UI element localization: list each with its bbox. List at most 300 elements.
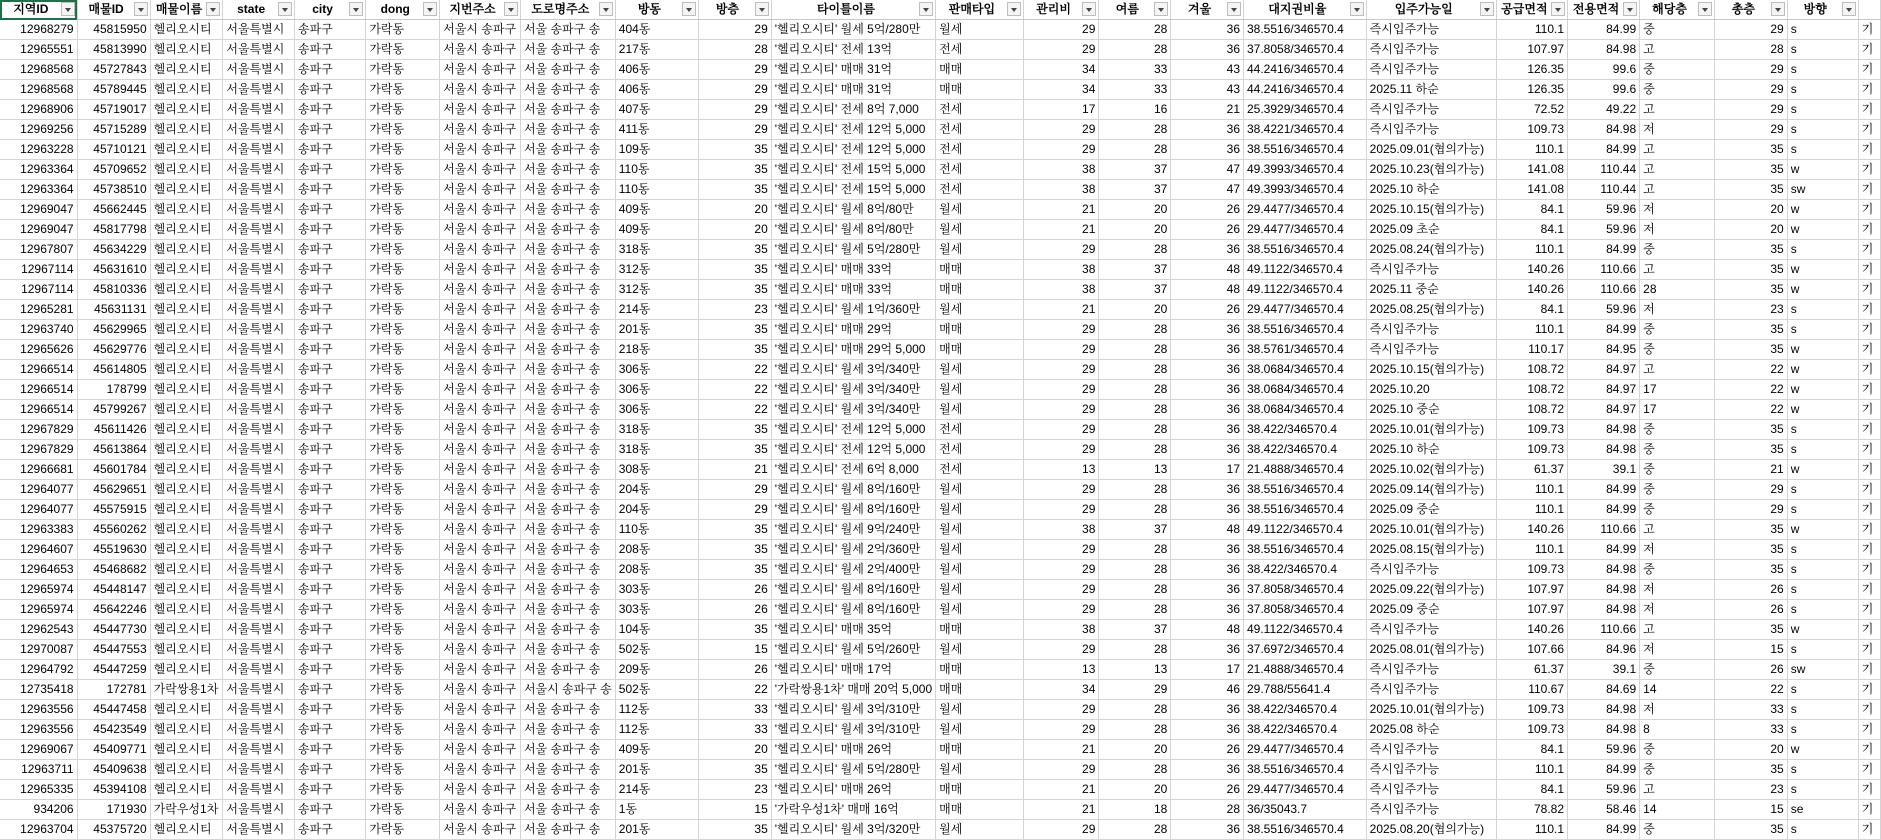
- cell-winter[interactable]: 46: [1171, 680, 1244, 700]
- cell-sale-type[interactable]: 전세: [936, 120, 1024, 140]
- cell-sale-type[interactable]: 월세: [936, 480, 1024, 500]
- cell-winter[interactable]: 36: [1171, 640, 1244, 660]
- cell-direction[interactable]: s: [1787, 500, 1858, 520]
- filter-dropdown-icon[interactable]: [349, 2, 363, 16]
- cell-listing-name[interactable]: 헬리오시티: [150, 340, 223, 360]
- cell-listing-name[interactable]: 헬리오시티: [150, 580, 223, 600]
- cell-region-id[interactable]: 12964077: [0, 500, 77, 520]
- cell-move-in[interactable]: 2025.11 하순: [1366, 80, 1496, 100]
- cell-winter[interactable]: 17: [1171, 660, 1244, 680]
- cell-direction[interactable]: sw: [1787, 660, 1858, 680]
- cell-jibun-addr[interactable]: 서울시 송파구: [440, 80, 521, 100]
- cell-floor-cnt[interactable]: 22: [699, 380, 772, 400]
- cell-city[interactable]: 송파구: [294, 20, 365, 40]
- cell-mgmt[interactable]: 29: [1023, 500, 1099, 520]
- cell-jibun-addr[interactable]: 서울시 송파구: [440, 780, 521, 800]
- cell-summer[interactable]: 28: [1099, 380, 1171, 400]
- cell-dong[interactable]: 가락동: [366, 780, 440, 800]
- cell-exclusive-area[interactable]: 84.98: [1568, 120, 1640, 140]
- cell-listing-name[interactable]: 헬리오시티: [150, 400, 223, 420]
- cell-sale-type[interactable]: 매매: [936, 660, 1024, 680]
- cell-listing-id[interactable]: 45662445: [77, 200, 150, 220]
- cell-region-id[interactable]: 12963556: [0, 700, 77, 720]
- cell-listing-id[interactable]: 45614805: [77, 360, 150, 380]
- cell-mgmt[interactable]: 34: [1023, 60, 1099, 80]
- cell-winter[interactable]: 36: [1171, 440, 1244, 460]
- cell-building[interactable]: 404동: [615, 20, 698, 40]
- cell-building[interactable]: 308동: [615, 460, 698, 480]
- cell-title[interactable]: '헬리오시티' 월세 5억/280만: [771, 240, 935, 260]
- cell-total-floor[interactable]: 35: [1715, 560, 1788, 580]
- cell-floor[interactable]: 고: [1640, 180, 1715, 200]
- cell-region-id[interactable]: 12963228: [0, 140, 77, 160]
- cell-region-id[interactable]: 12966514: [0, 380, 77, 400]
- cell-exclusive-area[interactable]: 49.22: [1568, 100, 1640, 120]
- cell-road-addr[interactable]: 서울 송파구 송: [520, 300, 615, 320]
- cell-summer[interactable]: 28: [1099, 640, 1171, 660]
- cell-listing-id[interactable]: 45709652: [77, 160, 150, 180]
- cell-total-floor[interactable]: 22: [1715, 380, 1788, 400]
- column-header-dong[interactable]: [366, 0, 440, 20]
- cell-move-in[interactable]: 2025.11 중순: [1366, 280, 1496, 300]
- cell-direction[interactable]: w: [1787, 200, 1858, 220]
- cell-listing-name[interactable]: 헬리오시티: [150, 60, 223, 80]
- cell-summer[interactable]: 28: [1099, 760, 1171, 780]
- cell-direction[interactable]: s: [1787, 320, 1858, 340]
- cell-floor-cnt[interactable]: 35: [699, 240, 772, 260]
- cell-supply-area[interactable]: 140.26: [1496, 280, 1567, 300]
- cell-listing-id[interactable]: 45447458: [77, 700, 150, 720]
- cell-floor[interactable]: 저: [1640, 580, 1715, 600]
- cell-total-floor[interactable]: 35: [1715, 540, 1788, 560]
- cell-summer[interactable]: 33: [1099, 80, 1171, 100]
- cell-mgmt[interactable]: 21: [1023, 780, 1099, 800]
- cell-move-in[interactable]: 즉시입주가능: [1366, 120, 1496, 140]
- cell-listing-id[interactable]: 45815950: [77, 20, 150, 40]
- cell-road-addr[interactable]: 서울 송파구 송: [520, 340, 615, 360]
- cell-listing-id[interactable]: 45575915: [77, 500, 150, 520]
- cell-supply-area[interactable]: 110.1: [1496, 240, 1567, 260]
- cell-exclusive-area[interactable]: 84.98: [1568, 700, 1640, 720]
- cell-mgmt[interactable]: 21: [1023, 800, 1099, 820]
- cell-state[interactable]: 서울특별시: [223, 20, 295, 40]
- cell-state[interactable]: 서울특별시: [223, 80, 295, 100]
- cell-listing-id[interactable]: 45375720: [77, 820, 150, 840]
- cell-extra[interactable]: 기: [1858, 480, 1880, 500]
- cell-city[interactable]: 송파구: [294, 360, 365, 380]
- cell-listing-name[interactable]: 헬리오시티: [150, 540, 223, 560]
- cell-land-ratio[interactable]: 49.1122/346570.4: [1244, 280, 1367, 300]
- cell-building[interactable]: 409동: [615, 200, 698, 220]
- cell-jibun-addr[interactable]: 서울시 송파구: [440, 380, 521, 400]
- cell-building[interactable]: 209동: [615, 660, 698, 680]
- cell-mgmt[interactable]: 29: [1023, 40, 1099, 60]
- cell-road-addr[interactable]: 서울 송파구 송: [520, 480, 615, 500]
- cell-region-id[interactable]: 12965626: [0, 340, 77, 360]
- cell-listing-name[interactable]: 헬리오시티: [150, 260, 223, 280]
- cell-extra[interactable]: 기: [1858, 800, 1880, 820]
- cell-sale-type[interactable]: 월세: [936, 200, 1024, 220]
- cell-state[interactable]: 서울특별시: [223, 520, 295, 540]
- cell-listing-id[interactable]: 45409638: [77, 760, 150, 780]
- cell-extra[interactable]: 기: [1858, 460, 1880, 480]
- cell-total-floor[interactable]: 29: [1715, 60, 1788, 80]
- cell-listing-name[interactable]: 헬리오시티: [150, 460, 223, 480]
- cell-state[interactable]: 서울특별시: [223, 440, 295, 460]
- cell-move-in[interactable]: 2025.08.24(협의가능): [1366, 240, 1496, 260]
- cell-winter[interactable]: 36: [1171, 360, 1244, 380]
- cell-region-id[interactable]: 12964607: [0, 540, 77, 560]
- cell-floor[interactable]: 고: [1640, 160, 1715, 180]
- cell-city[interactable]: 송파구: [294, 500, 365, 520]
- cell-mgmt[interactable]: 29: [1023, 540, 1099, 560]
- cell-floor[interactable]: 중: [1640, 460, 1715, 480]
- cell-jibun-addr[interactable]: 서울시 송파구: [440, 180, 521, 200]
- cell-floor[interactable]: 중: [1640, 320, 1715, 340]
- cell-summer[interactable]: 33: [1099, 60, 1171, 80]
- cell-jibun-addr[interactable]: 서울시 송파구: [440, 260, 521, 280]
- cell-mgmt[interactable]: 29: [1023, 240, 1099, 260]
- cell-summer[interactable]: 13: [1099, 660, 1171, 680]
- cell-total-floor[interactable]: 21: [1715, 460, 1788, 480]
- cell-total-floor[interactable]: 35: [1715, 340, 1788, 360]
- cell-state[interactable]: 서울특별시: [223, 660, 295, 680]
- cell-jibun-addr[interactable]: 서울시 송파구: [440, 500, 521, 520]
- cell-title[interactable]: '헬리오시티' 월세 3억/340만: [771, 380, 935, 400]
- cell-exclusive-area[interactable]: 84.98: [1568, 440, 1640, 460]
- cell-supply-area[interactable]: 141.08: [1496, 160, 1567, 180]
- cell-title[interactable]: '헬리오시티' 전세 15억 5,000: [771, 160, 935, 180]
- cell-listing-name[interactable]: 헬리오시티: [150, 80, 223, 100]
- cell-move-in[interactable]: 2025.09.01(협의가능): [1366, 140, 1496, 160]
- cell-direction[interactable]: w: [1787, 380, 1858, 400]
- cell-floor[interactable]: 저: [1640, 540, 1715, 560]
- cell-listing-id[interactable]: 45468682: [77, 560, 150, 580]
- cell-listing-name[interactable]: 헬리오시티: [150, 140, 223, 160]
- cell-jibun-addr[interactable]: 서울시 송파구: [440, 640, 521, 660]
- cell-exclusive-area[interactable]: 84.98: [1568, 420, 1640, 440]
- cell-listing-id[interactable]: 45799267: [77, 400, 150, 420]
- cell-listing-name[interactable]: 헬리오시티: [150, 280, 223, 300]
- cell-direction[interactable]: s: [1787, 40, 1858, 60]
- cell-title[interactable]: '헬리오시티' 매매 33억: [771, 260, 935, 280]
- cell-dong[interactable]: 가락동: [366, 580, 440, 600]
- cell-jibun-addr[interactable]: 서울시 송파구: [440, 440, 521, 460]
- column-header-mgmt[interactable]: [1023, 0, 1099, 20]
- cell-listing-id[interactable]: 45611426: [77, 420, 150, 440]
- cell-jibun-addr[interactable]: 서울시 송파구: [440, 460, 521, 480]
- cell-exclusive-area[interactable]: 99.6: [1568, 60, 1640, 80]
- cell-sale-type[interactable]: 매매: [936, 780, 1024, 800]
- cell-summer[interactable]: 28: [1099, 560, 1171, 580]
- cell-summer[interactable]: 28: [1099, 240, 1171, 260]
- cell-title[interactable]: '헬리오시티' 월세 2억/360만: [771, 540, 935, 560]
- cell-total-floor[interactable]: 35: [1715, 760, 1788, 780]
- cell-winter[interactable]: 36: [1171, 760, 1244, 780]
- cell-direction[interactable]: w: [1787, 740, 1858, 760]
- cell-state[interactable]: 서울특별시: [223, 580, 295, 600]
- cell-listing-id[interactable]: 45727843: [77, 60, 150, 80]
- cell-dong[interactable]: 가락동: [366, 60, 440, 80]
- cell-listing-id[interactable]: 45423549: [77, 720, 150, 740]
- cell-supply-area[interactable]: 110.17: [1496, 340, 1567, 360]
- cell-extra[interactable]: 기: [1858, 200, 1880, 220]
- cell-state[interactable]: 서울특별시: [223, 820, 295, 840]
- cell-building[interactable]: 409동: [615, 220, 698, 240]
- cell-floor-cnt[interactable]: 28: [699, 40, 772, 60]
- cell-title[interactable]: '헬리오시티' 매매 29억: [771, 320, 935, 340]
- cell-move-in[interactable]: 2025.10.23(협의가능): [1366, 160, 1496, 180]
- cell-building[interactable]: 214동: [615, 300, 698, 320]
- cell-jibun-addr[interactable]: 서울시 송파구: [440, 580, 521, 600]
- cell-road-addr[interactable]: 서울 송파구 송: [520, 360, 615, 380]
- cell-floor[interactable]: 저: [1640, 600, 1715, 620]
- cell-jibun-addr[interactable]: 서울시 송파구: [440, 520, 521, 540]
- cell-direction[interactable]: s: [1787, 540, 1858, 560]
- cell-supply-area[interactable]: 110.1: [1496, 480, 1567, 500]
- cell-city[interactable]: 송파구: [294, 640, 365, 660]
- cell-supply-area[interactable]: 126.35: [1496, 60, 1567, 80]
- cell-total-floor[interactable]: 20: [1715, 740, 1788, 760]
- cell-building[interactable]: 306동: [615, 380, 698, 400]
- cell-winter[interactable]: 36: [1171, 540, 1244, 560]
- cell-road-addr[interactable]: 서울 송파구 송: [520, 100, 615, 120]
- cell-total-floor[interactable]: 35: [1715, 260, 1788, 280]
- cell-direction[interactable]: s: [1787, 100, 1858, 120]
- cell-exclusive-area[interactable]: 84.97: [1568, 380, 1640, 400]
- cell-jibun-addr[interactable]: 서울시 송파구: [440, 400, 521, 420]
- cell-total-floor[interactable]: 26: [1715, 660, 1788, 680]
- cell-supply-area[interactable]: 107.97: [1496, 40, 1567, 60]
- cell-dong[interactable]: 가락동: [366, 120, 440, 140]
- cell-floor[interactable]: 저: [1640, 700, 1715, 720]
- cell-road-addr[interactable]: 서울 송파구 송: [520, 800, 615, 820]
- cell-dong[interactable]: 가락동: [366, 480, 440, 500]
- cell-total-floor[interactable]: 22: [1715, 680, 1788, 700]
- cell-extra[interactable]: 기: [1858, 260, 1880, 280]
- cell-winter[interactable]: 36: [1171, 240, 1244, 260]
- cell-move-in[interactable]: 2025.10.20: [1366, 380, 1496, 400]
- cell-summer[interactable]: 37: [1099, 620, 1171, 640]
- cell-extra[interactable]: 기: [1858, 300, 1880, 320]
- cell-region-id[interactable]: 12963740: [0, 320, 77, 340]
- cell-direction[interactable]: s: [1787, 640, 1858, 660]
- cell-direction[interactable]: w: [1787, 160, 1858, 180]
- cell-mgmt[interactable]: 29: [1023, 820, 1099, 840]
- cell-building[interactable]: 312동: [615, 260, 698, 280]
- cell-exclusive-area[interactable]: 84.99: [1568, 820, 1640, 840]
- cell-winter[interactable]: 36: [1171, 820, 1244, 840]
- cell-floor[interactable]: 중: [1640, 500, 1715, 520]
- cell-listing-name[interactable]: 가락우성1차: [150, 800, 223, 820]
- cell-city[interactable]: 송파구: [294, 800, 365, 820]
- cell-building[interactable]: 306동: [615, 400, 698, 420]
- cell-land-ratio[interactable]: 49.1122/346570.4: [1244, 260, 1367, 280]
- cell-floor[interactable]: 중: [1640, 20, 1715, 40]
- cell-state[interactable]: 서울특별시: [223, 640, 295, 660]
- cell-supply-area[interactable]: 108.72: [1496, 400, 1567, 420]
- cell-extra[interactable]: 기: [1858, 60, 1880, 80]
- cell-jibun-addr[interactable]: 서울시 송파구: [440, 820, 521, 840]
- cell-dong[interactable]: 가락동: [366, 300, 440, 320]
- cell-dong[interactable]: 가락동: [366, 260, 440, 280]
- filter-dropdown-icon[interactable]: [1771, 2, 1785, 16]
- cell-sale-type[interactable]: 월세: [936, 700, 1024, 720]
- cell-total-floor[interactable]: 29: [1715, 100, 1788, 120]
- cell-sale-type[interactable]: 전세: [936, 180, 1024, 200]
- column-header-summer[interactable]: [1099, 0, 1171, 20]
- cell-summer[interactable]: 28: [1099, 500, 1171, 520]
- cell-title[interactable]: '헬리오시티' 월세 8억/160만: [771, 500, 935, 520]
- cell-listing-name[interactable]: 헬리오시티: [150, 20, 223, 40]
- cell-building[interactable]: 104동: [615, 620, 698, 640]
- cell-extra[interactable]: 기: [1858, 520, 1880, 540]
- cell-title[interactable]: '가락쌍용1차' 매매 20억 5,000: [771, 680, 935, 700]
- cell-extra[interactable]: 기: [1858, 120, 1880, 140]
- cell-move-in[interactable]: 즉시입주가능: [1366, 100, 1496, 120]
- cell-total-floor[interactable]: 29: [1715, 480, 1788, 500]
- column-header-state[interactable]: [223, 0, 295, 20]
- cell-floor[interactable]: 중: [1640, 340, 1715, 360]
- cell-floor[interactable]: 고: [1640, 140, 1715, 160]
- cell-state[interactable]: 서울특별시: [223, 200, 295, 220]
- cell-winter[interactable]: 36: [1171, 40, 1244, 60]
- cell-region-id[interactable]: 12966514: [0, 400, 77, 420]
- cell-supply-area[interactable]: 141.08: [1496, 180, 1567, 200]
- cell-region-id[interactable]: 12735418: [0, 680, 77, 700]
- cell-summer[interactable]: 37: [1099, 520, 1171, 540]
- cell-listing-name[interactable]: 헬리오시티: [150, 40, 223, 60]
- cell-supply-area[interactable]: 84.1: [1496, 220, 1567, 240]
- cell-road-addr[interactable]: 서울 송파구 송: [520, 240, 615, 260]
- filter-dropdown-icon[interactable]: [755, 2, 769, 16]
- cell-listing-id[interactable]: 45629776: [77, 340, 150, 360]
- cell-state[interactable]: 서울특별시: [223, 60, 295, 80]
- cell-summer[interactable]: 37: [1099, 260, 1171, 280]
- cell-direction[interactable]: s: [1787, 760, 1858, 780]
- cell-land-ratio[interactable]: 21.4888/346570.4: [1244, 660, 1367, 680]
- cell-summer[interactable]: 37: [1099, 180, 1171, 200]
- cell-mgmt[interactable]: 29: [1023, 400, 1099, 420]
- cell-floor-cnt[interactable]: 20: [699, 740, 772, 760]
- cell-listing-id[interactable]: 45519630: [77, 540, 150, 560]
- cell-listing-name[interactable]: 헬리오시티: [150, 480, 223, 500]
- cell-supply-area[interactable]: 140.26: [1496, 620, 1567, 640]
- cell-jibun-addr[interactable]: 서울시 송파구: [440, 240, 521, 260]
- cell-supply-area[interactable]: 84.1: [1496, 780, 1567, 800]
- cell-summer[interactable]: 28: [1099, 700, 1171, 720]
- cell-land-ratio[interactable]: 38.422/346570.4: [1244, 560, 1367, 580]
- cell-direction[interactable]: s: [1787, 240, 1858, 260]
- cell-total-floor[interactable]: 22: [1715, 400, 1788, 420]
- cell-city[interactable]: 송파구: [294, 680, 365, 700]
- cell-region-id[interactable]: 12965974: [0, 580, 77, 600]
- cell-exclusive-area[interactable]: 84.99: [1568, 480, 1640, 500]
- filter-dropdown-icon[interactable]: [278, 2, 292, 16]
- cell-winter[interactable]: 36: [1171, 400, 1244, 420]
- cell-city[interactable]: 송파구: [294, 480, 365, 500]
- cell-move-in[interactable]: 즉시입주가능: [1366, 260, 1496, 280]
- cell-land-ratio[interactable]: 44.2416/346570.4: [1244, 80, 1367, 100]
- cell-listing-name[interactable]: 헬리오시티: [150, 420, 223, 440]
- cell-extra[interactable]: 기: [1858, 600, 1880, 620]
- cell-floor-cnt[interactable]: 29: [699, 480, 772, 500]
- cell-sale-type[interactable]: 전세: [936, 460, 1024, 480]
- cell-listing-name[interactable]: 헬리오시티: [150, 320, 223, 340]
- column-header-direction[interactable]: [1787, 0, 1858, 20]
- cell-listing-name[interactable]: 헬리오시티: [150, 240, 223, 260]
- cell-title[interactable]: '헬리오시티' 전세 12억 5,000: [771, 420, 935, 440]
- cell-jibun-addr[interactable]: 서울시 송파구: [440, 120, 521, 140]
- cell-listing-id[interactable]: 45629651: [77, 480, 150, 500]
- cell-city[interactable]: 송파구: [294, 200, 365, 220]
- cell-land-ratio[interactable]: 38.422/346570.4: [1244, 700, 1367, 720]
- cell-winter[interactable]: 26: [1171, 200, 1244, 220]
- cell-jibun-addr[interactable]: 서울시 송파구: [440, 60, 521, 80]
- cell-mgmt[interactable]: 29: [1023, 440, 1099, 460]
- cell-sale-type[interactable]: 전세: [936, 420, 1024, 440]
- cell-listing-id[interactable]: 45810336: [77, 280, 150, 300]
- cell-jibun-addr[interactable]: 서울시 송파구: [440, 40, 521, 60]
- cell-direction[interactable]: s: [1787, 440, 1858, 460]
- cell-mgmt[interactable]: 29: [1023, 700, 1099, 720]
- cell-title[interactable]: '헬리오시티' 매매 17억: [771, 660, 935, 680]
- cell-mgmt[interactable]: 29: [1023, 120, 1099, 140]
- filter-dropdown-icon[interactable]: [1551, 2, 1565, 16]
- cell-jibun-addr[interactable]: 서울시 송파구: [440, 540, 521, 560]
- cell-summer[interactable]: 28: [1099, 320, 1171, 340]
- cell-mgmt[interactable]: 13: [1023, 660, 1099, 680]
- cell-floor-cnt[interactable]: 35: [699, 340, 772, 360]
- cell-floor-cnt[interactable]: 26: [699, 600, 772, 620]
- cell-floor-cnt[interactable]: 22: [699, 680, 772, 700]
- cell-title[interactable]: '헬리오시티' 매매 35억: [771, 620, 935, 640]
- cell-city[interactable]: 송파구: [294, 160, 365, 180]
- cell-total-floor[interactable]: 35: [1715, 180, 1788, 200]
- cell-exclusive-area[interactable]: 84.97: [1568, 360, 1640, 380]
- filter-dropdown-icon[interactable]: [1842, 2, 1856, 16]
- cell-mgmt[interactable]: 17: [1023, 100, 1099, 120]
- cell-listing-name[interactable]: 헬리오시티: [150, 600, 223, 620]
- cell-mgmt[interactable]: 21: [1023, 200, 1099, 220]
- cell-extra[interactable]: 기: [1858, 240, 1880, 260]
- cell-state[interactable]: 서울특별시: [223, 540, 295, 560]
- cell-building[interactable]: 204동: [615, 480, 698, 500]
- cell-building[interactable]: 110동: [615, 180, 698, 200]
- cell-mgmt[interactable]: 29: [1023, 600, 1099, 620]
- cell-mgmt[interactable]: 29: [1023, 580, 1099, 600]
- cell-mgmt[interactable]: 29: [1023, 360, 1099, 380]
- cell-listing-name[interactable]: 헬리오시티: [150, 100, 223, 120]
- cell-building[interactable]: 407동: [615, 100, 698, 120]
- cell-city[interactable]: 송파구: [294, 560, 365, 580]
- cell-extra[interactable]: 기: [1858, 400, 1880, 420]
- cell-direction[interactable]: s: [1787, 780, 1858, 800]
- cell-direction[interactable]: sw: [1787, 180, 1858, 200]
- cell-road-addr[interactable]: 서울 송파구 송: [520, 160, 615, 180]
- cell-floor-cnt[interactable]: 26: [699, 580, 772, 600]
- cell-winter[interactable]: 36: [1171, 340, 1244, 360]
- cell-exclusive-area[interactable]: 84.98: [1568, 40, 1640, 60]
- cell-move-in[interactable]: 2025.08.15(협의가능): [1366, 540, 1496, 560]
- column-header-winter[interactable]: [1171, 0, 1244, 20]
- cell-state[interactable]: 서울특별시: [223, 680, 295, 700]
- cell-building[interactable]: 208동: [615, 560, 698, 580]
- cell-move-in[interactable]: 즉시입주가능: [1366, 560, 1496, 580]
- cell-supply-area[interactable]: 107.97: [1496, 580, 1567, 600]
- cell-city[interactable]: 송파구: [294, 660, 365, 680]
- cell-supply-area[interactable]: 109.73: [1496, 700, 1567, 720]
